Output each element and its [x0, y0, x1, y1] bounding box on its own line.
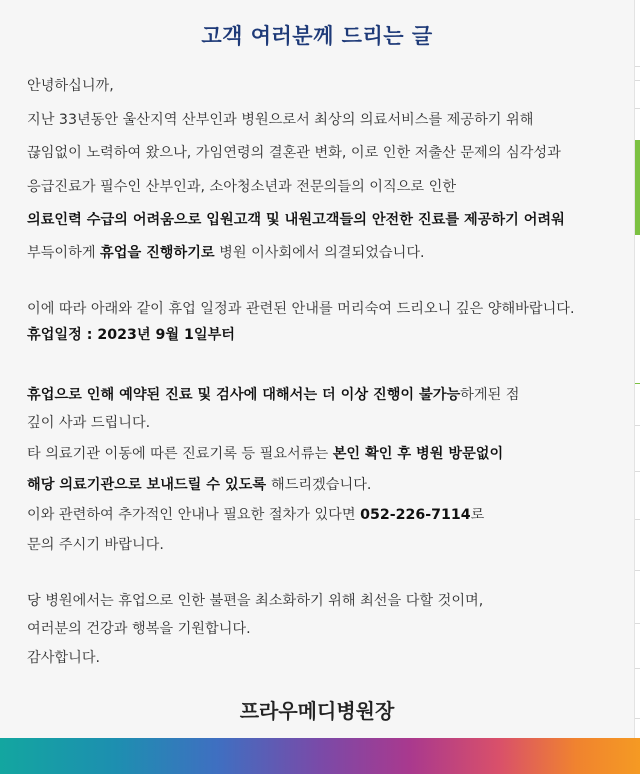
edge-divider	[635, 718, 640, 719]
body-line: 감사합니다.	[27, 650, 101, 666]
signature: 프라우메디병원장	[239, 699, 395, 723]
body-line	[27, 476, 371, 494]
bold-text: 휴업일정 : 2023년 9월 1일부터	[27, 327, 236, 343]
body-line	[27, 244, 425, 262]
edge-divider	[635, 623, 640, 624]
bold-text: 예약된 진료 및 검사에 대해서는 더 이상 진행이 불가능	[119, 387, 461, 403]
body-line: 당 병원에서는 휴업으로 인한 불편을 최소화하기 위해 최선을 다할 것이며,	[27, 593, 484, 609]
body-line: 응급진료가 필수인 산부인과, 소아청소년과 전문의들의 이직으로 인한	[27, 179, 457, 195]
bold-text: 본인 확인 후 병원 방문없이	[332, 446, 504, 462]
text-segment: 해드리겠습니다.	[270, 477, 372, 493]
text-segment: 타 의료기관 이동에 따른 진료기록 등 필요서류는	[27, 446, 333, 462]
edge-divider	[635, 519, 640, 520]
text-segment: 하게된 점	[460, 387, 520, 403]
bold-text: 해당 의료기관으로 보내드릴 수 있도록	[27, 477, 271, 493]
text-segment: 로	[470, 507, 485, 523]
edge-divider	[635, 570, 640, 571]
text-segment: 이와 관련하여 추가적인 안내나 필요한 절차가 있다면	[27, 507, 361, 523]
bold-text: 의료인력 수급의 어려움으로 입원고객 및 내원고객들의 안전한 진료를 제공하기 어려워	[27, 212, 565, 228]
body-line: 이에 따라 아래와 같이 휴업 일정과 관련된 안내를 머리숙여 드리오니 깊은 양해바랍니다.	[27, 301, 575, 317]
bottom-gradient-bar	[0, 738, 640, 774]
text-segment: 병원 이사회에서 의결되었습니다.	[214, 245, 425, 261]
edge-divider	[635, 66, 640, 67]
edge-divider	[635, 668, 640, 669]
phone-number: 052-226-7114	[360, 507, 471, 523]
body-line-bold	[27, 211, 565, 229]
closure-date-line	[27, 326, 235, 344]
edge-divider	[635, 471, 640, 472]
edge-divider	[635, 108, 640, 109]
edge-divider	[635, 80, 640, 81]
popup-title: 고객 여러분께 드리는 글	[201, 24, 433, 48]
body-line	[27, 506, 484, 524]
text-segment: 부득이하게	[27, 245, 101, 261]
body-line: 문의 주시기 바랍니다.	[27, 537, 164, 553]
greeting-line: 안녕하십니까,	[27, 78, 114, 94]
edge-divider	[635, 425, 640, 426]
body-line	[27, 386, 520, 404]
background-page-edge	[634, 0, 640, 738]
edge-accent-bar	[635, 140, 640, 235]
bold-text: 휴업을 진행하기로	[100, 245, 215, 261]
body-line: 여러분의 건강과 행복을 기원합니다.	[27, 621, 251, 637]
body-line	[27, 445, 503, 463]
bold-text: 휴업으로 인해	[27, 387, 120, 403]
body-line: 끊임없이 노력하여 왔으나, 가임연령의 결혼관 변화, 이로 인한 저출산 문제의 심각성과	[27, 145, 561, 161]
edge-divider	[635, 383, 640, 384]
body-line: 지난 33년동안 울산지역 산부인과 병원으로서 최상의 의료서비스를 제공하기 위해	[27, 112, 534, 128]
body-line: 깊이 사과 드립니다.	[27, 415, 151, 431]
